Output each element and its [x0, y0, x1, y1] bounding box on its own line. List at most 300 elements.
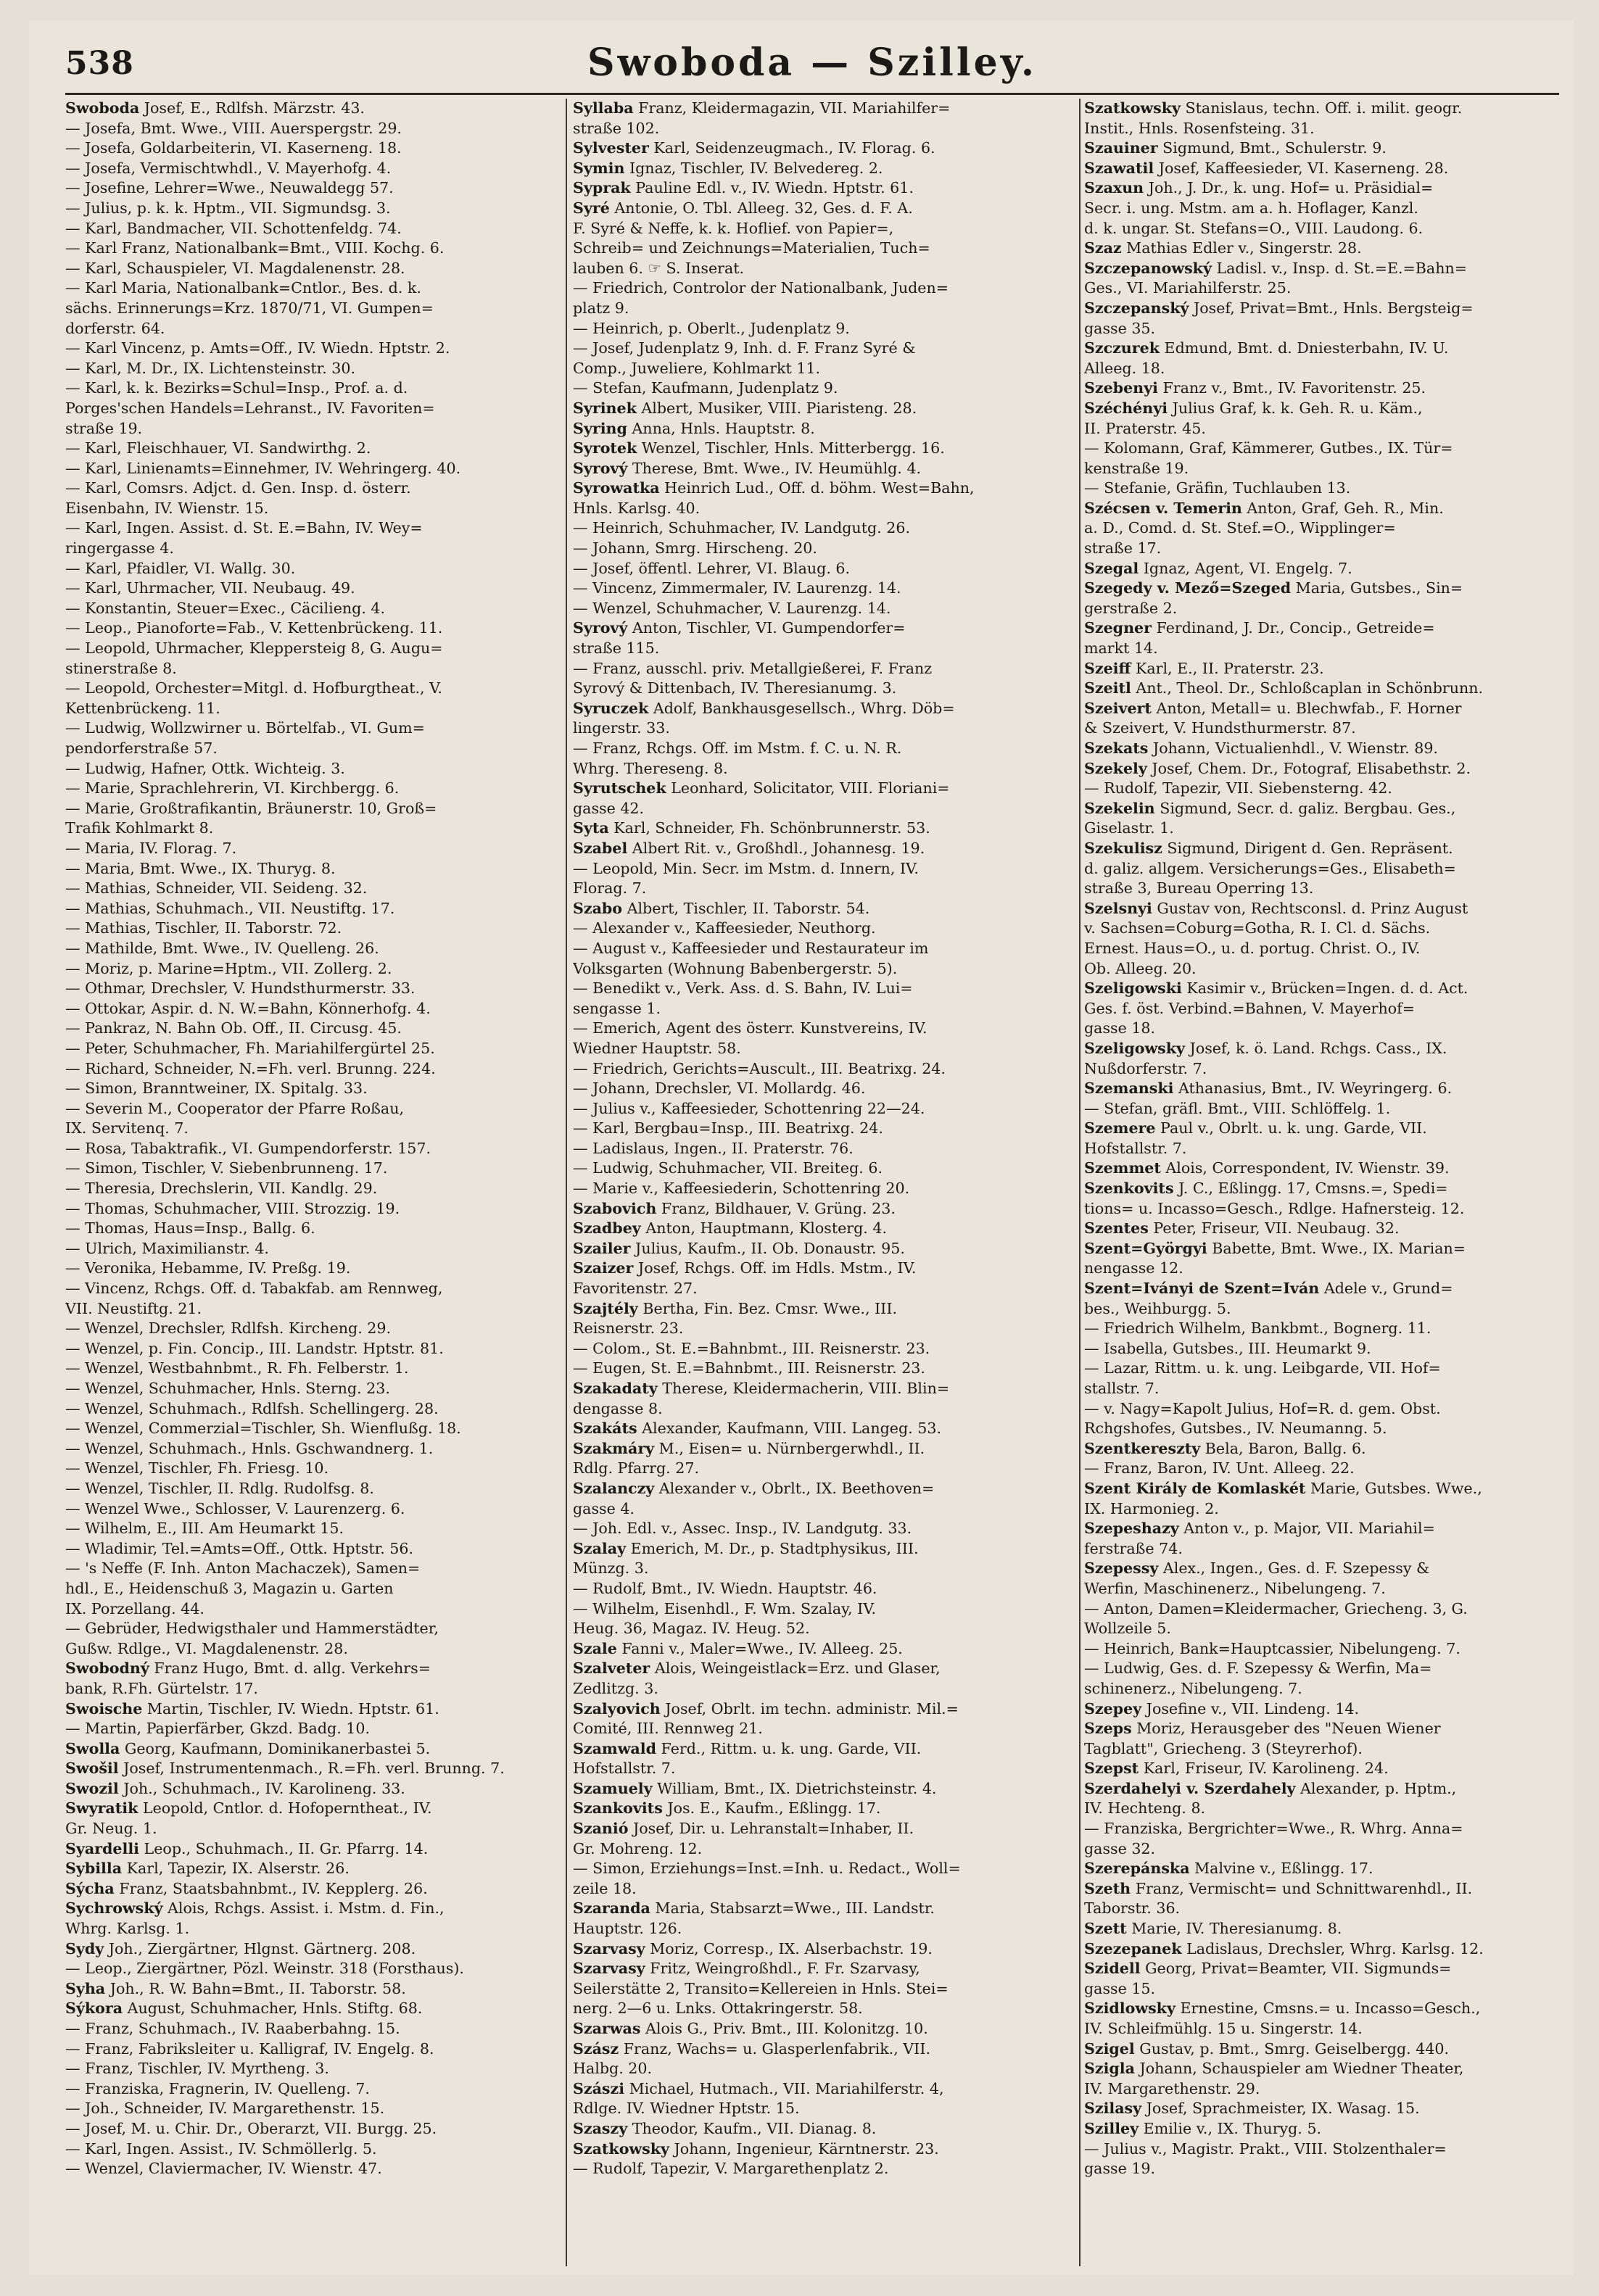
directory-entry-line: [573, 2019, 1073, 2039]
directory-entry-line: [1084, 1459, 1566, 1479]
directory-entry-line: [573, 659, 1073, 679]
directory-entry-line: [65, 99, 544, 119]
directory-entry-line: [573, 1159, 1073, 1179]
directory-entry-line: [573, 478, 1073, 499]
entry-details: Georg, Privat=Beamter, VII. Sigmunds=: [1140, 1960, 1452, 1978]
entry-details: — Benedikt v., Verk. Ass. d. S. Bahn, IV. Lui=: [573, 979, 913, 998]
entry-details: Babette, Bmt. Wwe., IX. Marian=: [1207, 1239, 1466, 1257]
directory-entry-line: [65, 1279, 544, 1299]
directory-entry-line: [1084, 1499, 1566, 1520]
entry-surname: Syruczek: [573, 699, 649, 717]
entry-details: Schreib= und Zeichnungs=Materialien, Tuch=: [573, 239, 930, 257]
entry-details: — Stefan, Kaufmann, Judenplatz 9.: [573, 379, 838, 397]
entry-details: bes., Weihburgg. 5.: [1084, 1299, 1231, 1317]
entry-details: — Ludwig, Wollzwirner u. Börtelfab., VI. Gum=: [65, 719, 425, 737]
directory-entry-line: [65, 1199, 544, 1219]
directory-entry-line: [65, 1159, 544, 1179]
directory-entry-line: [573, 1939, 1073, 1960]
entry-surname: Szepey: [1084, 1699, 1142, 1717]
entry-surname: Swošil: [65, 1760, 119, 1778]
entry-details: gasse 32.: [1084, 1839, 1156, 1857]
entry-surname: Szenkovits: [1084, 1180, 1174, 1198]
directory-entry-line: [573, 939, 1073, 959]
entry-details: — Leop., Pianoforte=Fab., V. Kettenbrückeng. 11.: [65, 619, 443, 637]
entry-details: — Julius v., Kaffeesieder, Schottenring 22—24.: [573, 1099, 925, 1117]
entry-surname: Szarwas: [573, 2020, 641, 2037]
entry-details: Alois, Correspondent, IV. Wienstr. 39.: [1160, 1159, 1450, 1177]
entry-details: Michael, Hutmach., VII. Mariahilferstr. 4,: [624, 2079, 944, 2097]
entry-details: Gustav von, Rechtsconsl. d. Prinz August: [1152, 899, 1468, 917]
entry-details: gasse 35.: [1084, 319, 1156, 337]
directory-entry-line: [573, 1579, 1073, 1599]
directory-entry-line: [1084, 378, 1566, 399]
entry-details: Ges., VI. Mariahilferstr. 25.: [1084, 279, 1292, 297]
entry-details: — Ulrich, Maximilianstr. 4.: [65, 1239, 269, 1257]
directory-entry-line: [573, 1999, 1073, 2019]
directory-entry-line: [65, 478, 544, 499]
entry-surname: Syrotek: [573, 439, 637, 457]
directory-entry-line: [1084, 1839, 1566, 1860]
entry-details: — Wenzel, Westbahnbmt., R. Fh. Felberstr. 1.: [65, 1359, 409, 1377]
entry-surname: Szemanski: [1084, 1079, 1174, 1098]
directory-entry-line: [1084, 739, 1566, 759]
directory-entry-line: [65, 359, 544, 379]
directory-entry-line: [65, 1519, 544, 1539]
directory-entry-line: [573, 219, 1073, 239]
entry-surname: Syprak: [573, 179, 631, 197]
directory-entry-line: [1084, 1139, 1566, 1159]
directory-entry-line: [1084, 1419, 1566, 1439]
entry-details: Seilerstätte 2, Transito=Kellereien in Hnls. Stei=: [573, 1979, 949, 1997]
entry-details: — Colom., St. E.=Bahnbmt., III. Reisnerstr. 23.: [573, 1339, 930, 1357]
entry-details: — Severin M., Cooperator der Pfarre Roßau,: [65, 1099, 405, 1117]
directory-entry-line: [573, 759, 1073, 779]
entry-details: Bela, Baron, Ballg. 6.: [1200, 1439, 1366, 1457]
directory-entry-line: [1084, 659, 1566, 679]
directory-entry-line: [573, 1339, 1073, 1359]
entry-surname: Szabo: [573, 899, 623, 917]
directory-entry-line: [65, 1639, 544, 1659]
entry-details: Sigmund, Secr. d. galiz. Bergbau. Ges.,: [1154, 799, 1456, 817]
entry-details: Moriz, Herausgeber des "Neuen Wiener: [1131, 1720, 1441, 1738]
entry-details: Edmund, Bmt. d. Dniesterbahn, IV. U.: [1160, 339, 1449, 357]
entry-details: — Wenzel, p. Fin. Concip., III. Landstr. Hptstr. 81.: [65, 1339, 444, 1357]
entry-details: Karl, Tapezir, IX. Alserstr. 26.: [122, 1860, 350, 1878]
entry-details: a. D., Comd. d. St. Stef.=O., Wipplinger=: [1084, 519, 1396, 537]
directory-entry-line: [573, 1959, 1073, 1979]
directory-entry-line: [65, 1019, 544, 1039]
entry-surname: Syré: [573, 199, 610, 217]
directory-entry-line: [573, 1779, 1073, 1799]
entry-details: — Franziska, Bergrichter=Wwe., R. Whrg. Anna=: [1084, 1820, 1463, 1838]
entry-surname: Szászi: [573, 2079, 625, 2097]
directory-entry-line: [573, 1219, 1073, 1239]
directory-entry-line: [573, 2159, 1073, 2179]
entry-details: Instit., Hnls. Rosenfsteing. 31.: [1084, 119, 1315, 137]
directory-entry-line: [65, 2079, 544, 2100]
directory-entry-line: [65, 1179, 544, 1199]
directory-entry-line: [573, 559, 1073, 579]
entry-surname: Szalay: [573, 1539, 627, 1557]
directory-entry-line: [1084, 1739, 1566, 1760]
entry-details: Josef, Dir. u. Lehranstalt=Inhaber, II.: [628, 1820, 914, 1838]
directory-entry-line: [65, 1919, 544, 1939]
directory-entry-line: [65, 699, 544, 719]
directory-entry-line: [1084, 779, 1566, 799]
directory-entry-line: [573, 1859, 1073, 1879]
entry-details: Leop., Schuhmach., II. Gr. Pfarrg. 14.: [139, 1839, 429, 1857]
entry-details: — Rudolf, Tapezir, VII. Siebensterng. 42.: [1084, 779, 1392, 797]
entry-surname: Szekulisz: [1084, 839, 1162, 857]
directory-entry-line: [1084, 359, 1566, 379]
directory-entry-line: [573, 919, 1073, 939]
entry-details: Rdlg. Pfarrg. 27.: [573, 1459, 700, 1478]
entry-details: Nußdorferstr. 7.: [1084, 1059, 1207, 1077]
entry-surname: Szeitl: [1084, 679, 1131, 697]
directory-entry-line: [1084, 1639, 1566, 1659]
directory-entry-line: [1084, 1959, 1566, 1979]
directory-entry-line: [1084, 1299, 1566, 1319]
entry-surname: Szegner: [1084, 619, 1152, 637]
entry-details: v. Sachsen=Coburg=Gotha, R. I. Cl. d. Sächs.: [1084, 919, 1431, 937]
entry-details: Therese, Bmt. Wwe., IV. Heumühlg. 4.: [627, 459, 922, 477]
entry-details: J. C., Eßlingg. 17, Cmsns.=, Spedi=: [1173, 1180, 1448, 1198]
entry-details: — Karl, Uhrmacher, VII. Neubaug. 49.: [65, 579, 355, 597]
entry-details: sächs. Erinnerungs=Krz. 1870/71, VI. Gumpen=: [65, 299, 434, 317]
directory-entry-line: [573, 1499, 1073, 1520]
directory-entry-line: [65, 1599, 544, 1620]
entry-details: — Johann, Smrg. Hirscheng. 20.: [573, 539, 817, 558]
entry-details: markt 14.: [1084, 639, 1158, 658]
directory-entry-line: [65, 919, 544, 939]
entry-surname: Swobodný: [65, 1659, 149, 1678]
entry-details: Adolf, Bankhausgesellsch., Whrg. Döb=: [648, 699, 955, 717]
directory-entry-line: [1084, 1439, 1566, 1459]
entry-details: — Mathias, Schuhmach., VII. Neustiftg. 17.: [65, 899, 395, 917]
directory-entry-line: [1084, 1039, 1566, 1059]
entry-details: — Wenzel, Schuhmacher, V. Laurenzg. 14.: [573, 599, 891, 617]
entry-surname: Szezepanek: [1084, 1939, 1182, 1957]
directory-entry-line: [65, 779, 544, 799]
directory-entry-line: [1084, 1339, 1566, 1359]
directory-entry-line: [1084, 399, 1566, 419]
column-divider: [566, 99, 567, 2266]
directory-entry-line: [1084, 539, 1566, 559]
entry-surname: Szale: [573, 1639, 617, 1657]
directory-entry-line: [573, 1139, 1073, 1159]
entry-details: nerg. 2—6 u. Lnks. Ottakringerstr. 58.: [573, 1999, 863, 2018]
entry-details: — Wenzel, Claviermacher, IV. Wienstr. 47.: [65, 2160, 382, 2178]
entry-surname: Szankovits: [573, 1799, 663, 1818]
directory-entry-line: [65, 1099, 544, 1119]
entry-surname: Szczurek: [1084, 339, 1160, 357]
entry-details: Ges. f. öst. Verbind.=Bahnen, V. Mayerhof=: [1084, 999, 1416, 1017]
entry-details: — Wenzel, Schuhmach., Hnls. Gschwandnerg. 1.: [65, 1439, 434, 1457]
directory-entry-line: [573, 1119, 1073, 1139]
entry-details: — Josef, Judenplatz 9, Inh. d. F. Franz Syré &: [573, 339, 916, 357]
entry-details: — Kolomann, Graf, Kämmerer, Gutbes., IX. Tür=: [1084, 439, 1453, 457]
entry-details: — Richard, Schneider, N.=Fh. verl. Brunng. 224.: [65, 1059, 436, 1077]
entry-details: pendorferstraße 57.: [65, 739, 218, 757]
entry-surname: Szawatil: [1084, 159, 1154, 177]
directory-entry-line: [65, 718, 544, 739]
entry-surname: Syha: [65, 1979, 106, 1997]
directory-entry-line: [65, 759, 544, 779]
entry-details: — Lazar, Rittm. u. k. ung. Leibgarde, VII. Hof=: [1084, 1359, 1441, 1377]
directory-entry-line: [1084, 859, 1566, 879]
directory-entry-line: [573, 359, 1073, 379]
directory-entry-line: [1084, 939, 1566, 959]
entry-surname: Szekelin: [1084, 799, 1155, 817]
directory-entry-line: [1084, 1359, 1566, 1379]
entry-surname: Syta: [573, 819, 609, 837]
entry-details: Anton, Tischler, VI. Gumpendorfer=: [627, 619, 906, 637]
entry-details: — Heinrich, p. Oberlt., Judenplatz 9.: [573, 319, 850, 337]
entry-details: Alois, Weingeistlack=Erz. und Glaser,: [650, 1659, 941, 1678]
directory-entry-line: [65, 159, 544, 179]
directory-entry-line: [65, 1579, 544, 1599]
directory-entry-line: [573, 1199, 1073, 1219]
directory-entry-line: [1084, 639, 1566, 659]
entry-details: Peter, Friseur, VII. Neubaug. 32.: [1148, 1219, 1400, 1238]
directory-entry-line: [65, 459, 544, 479]
entry-details: Karl, Friseur, IV. Karolineng. 24.: [1139, 1760, 1389, 1778]
entry-details: Anton, Metall= u. Blechwfab., F. Horner: [1151, 699, 1462, 717]
directory-entry-line: [1084, 899, 1566, 919]
entry-details: — Wenzel Wwe., Schlosser, V. Laurenzerg. 6.: [65, 1499, 405, 1517]
entry-details: Ignaz, Tischler, IV. Belvedereg. 2.: [624, 159, 883, 177]
entry-details: — Rudolf, Tapezir, V. Margarethenplatz 2.: [573, 2160, 889, 2178]
directory-entry-line: [65, 178, 544, 199]
directory-entry-line: [65, 1819, 544, 1839]
directory-entry-line: [573, 459, 1073, 479]
entry-surname: Symin: [573, 159, 625, 177]
entry-details: straße 3, Bureau Operring 13.: [1084, 879, 1314, 898]
entry-details: — Karl, Ingen. Assist., IV. Schmöllerlg. 5.: [65, 2139, 377, 2158]
entry-details: ringergasse 4.: [65, 539, 174, 558]
entry-details: Franz v., Bmt., IV. Favoritenstr. 25.: [1157, 379, 1426, 397]
directory-entry-line: [1084, 999, 1566, 1019]
entry-surname: Szeligowski: [1084, 979, 1182, 998]
entry-surname: Szekely: [1084, 759, 1147, 777]
entry-details: — Joh. Edl. v., Assec. Insp., IV. Landgutg. 33.: [573, 1520, 912, 1538]
entry-details: — Alexander v., Kaffeesieder, Neuthorg.: [573, 919, 876, 937]
directory-entry-line: [1084, 799, 1566, 819]
directory-entry-line: [1084, 1879, 1566, 1899]
entry-surname: Szaxun: [1084, 179, 1144, 197]
directory-entry-line: [65, 659, 544, 679]
entry-surname: Szigla: [1084, 2060, 1135, 2078]
entry-details: Rdlge. IV. Wiedner Hptstr. 15.: [573, 2100, 800, 2118]
entry-details: — Leopold, Orchester=Mitgl. d. Hofburgtheat., V.: [65, 679, 442, 697]
directory-entry-line: [1084, 2079, 1566, 2100]
entry-details: Alois G., Priv. Bmt., III. Kolonitzg. 10.: [640, 2020, 928, 2037]
entry-details: — Simon, Branntweiner, IX. Spitalg. 33.: [65, 1079, 368, 1098]
directory-entry-line: [1084, 99, 1566, 119]
directory-entry-line: [65, 278, 544, 299]
directory-entry-line: [1084, 1919, 1566, 1939]
entry-details: — Vincenz, Rchgs. Off. d. Tabakfab. am Rennweg,: [65, 1280, 443, 1298]
entry-surname: Szilasy: [1084, 2100, 1142, 2118]
directory-entry-line: [573, 1679, 1073, 1699]
directory-entry-line: [1084, 1659, 1566, 1679]
entry-details: II. Praterstr. 45.: [1084, 419, 1206, 437]
directory-entry-line: [1084, 138, 1566, 159]
directory-entry-line: [65, 1699, 544, 1720]
directory-entry-line: [65, 1739, 544, 1760]
entry-details: — Isabella, Gutsbes., III. Heumarkt 9.: [1084, 1339, 1371, 1357]
directory-entry-line: [573, 259, 1073, 279]
directory-entry-line: [573, 1299, 1073, 1319]
entry-surname: Syrový: [573, 459, 628, 477]
entry-surname: Szajtély: [573, 1299, 638, 1317]
entry-details: & Szeivert, V. Hundsthurmerstr. 87.: [1084, 719, 1356, 737]
entry-details: Theodor, Kaufm., VII. Dianag. 8.: [627, 2119, 877, 2137]
entry-details: — Ludwig, Ges. d. F. Szepessy & Werfin, Ma=: [1084, 1659, 1432, 1678]
header-rule: [65, 93, 1559, 95]
entry-surname: Szabovich: [573, 1199, 657, 1217]
entry-surname: Szakáts: [573, 1420, 637, 1438]
entry-details: schinenerz., Nibelungeng. 7.: [1084, 1679, 1302, 1697]
entry-details: — Ludwig, Schuhmacher, VII. Breiteg. 6.: [573, 1159, 883, 1177]
directory-entry-line: [1084, 1699, 1566, 1720]
directory-entry-line: [1084, 1259, 1566, 1279]
entry-details: Ladisl. v., Insp. d. St.=E.=Bahn=: [1211, 259, 1467, 277]
entry-details: August, Schuhmacher, Hnls. Stiftg. 68.: [123, 1999, 423, 2018]
directory-entry-line: [65, 1679, 544, 1699]
directory-entry-line: [1084, 2139, 1566, 2160]
directory-entry-line: [65, 419, 544, 439]
directory-entry-line: [65, 879, 544, 899]
entry-details: — Karl, Linienamts=Einnehmer, IV. Wehringerg. 40.: [65, 459, 461, 477]
entry-details: — Martin, Papierfärber, Gkzd. Badg. 10.: [65, 1720, 371, 1738]
entry-details: Ant., Theol. Dr., Schloßcaplan in Schönbrunn.: [1131, 679, 1484, 697]
entry-details: — Rudolf, Bmt., IV. Wiedn. Hauptstr. 46.: [573, 1579, 877, 1597]
directory-entry-line: [573, 499, 1073, 519]
directory-entry-line: [65, 1059, 544, 1079]
entry-details: Karl, Schneider, Fh. Schönbrunnerstr. 53.: [608, 819, 930, 837]
directory-entry-line: [1084, 1599, 1566, 1620]
directory-entry-line: [573, 299, 1073, 319]
entry-details: — Mathias, Schneider, VII. Seideng. 32.: [65, 879, 368, 898]
entry-surname: Szadbey: [573, 1219, 641, 1238]
directory-entry-line: [573, 1259, 1073, 1279]
directory-entry-line: [1084, 1779, 1566, 1799]
entry-details: Alexander, Kaufmann, VIII. Langeg. 53.: [637, 1420, 941, 1438]
directory-entry-line: [1084, 278, 1566, 299]
directory-entry-line: [1084, 1579, 1566, 1599]
entry-surname: Szeivert: [1084, 699, 1152, 717]
directory-entry-line: [1084, 259, 1566, 279]
directory-entry-line: [65, 999, 544, 1019]
entry-details: — v. Nagy=Kapolt Julius, Hof=R. d. gem. Obst.: [1084, 1399, 1441, 1417]
directory-entry-line: [65, 2139, 544, 2160]
entry-details: Marie, Gutsbes. Wwe.,: [1305, 1479, 1482, 1497]
directory-entry-line: [1084, 1199, 1566, 1219]
entry-surname: Swoboda: [65, 99, 140, 117]
entry-details: Whrg. Karlsg. 1.: [65, 1920, 190, 1938]
entry-details: Georg, Kaufmann, Dominikanerbastei 5.: [120, 1739, 431, 1757]
entry-details: Fritz, Weingroßhdl., F. Fr. Szarvasy,: [645, 1960, 920, 1978]
directory-entry-line: [573, 1819, 1073, 1839]
entry-details: Kettenbrückeng. 11.: [65, 699, 220, 717]
entry-details: Sigmund, Bmt., Schulerstr. 9.: [1157, 139, 1387, 157]
entry-details: — Franz, ausschl. priv. Metallgießerei, F. Franz: [573, 659, 933, 677]
columns-container: [65, 99, 1566, 2266]
entry-surname: Szabel: [573, 839, 628, 857]
entry-details: — Karl, M. Dr., IX. Lichtensteinstr. 30.: [65, 359, 356, 377]
directory-entry-line: [65, 2039, 544, 2060]
directory-entry-line: [1084, 2159, 1566, 2179]
directory-entry-line: [573, 1099, 1073, 1119]
directory-entry-line: [1084, 119, 1566, 139]
directory-entry-line: [1084, 159, 1566, 179]
entry-surname: Syring: [573, 419, 627, 437]
directory-entry-line: [65, 1879, 544, 1899]
entry-details: Hauptstr. 126.: [573, 1920, 682, 1938]
entry-details: — Gebrüder, Hedwigsthaler und Hammerstädter,: [65, 1620, 439, 1638]
entry-details: Ignaz, Agent, VI. Engelg. 7.: [1139, 559, 1352, 577]
entry-surname: Szarvasy: [573, 1939, 645, 1957]
entry-details: Johann, Schauspieler am Wiedner Theater,: [1134, 2060, 1464, 2078]
entry-details: — Friedrich, Gerichts=Auscult., III. Beatrixg. 24.: [573, 1059, 946, 1077]
entry-surname: Szegedy v. Mező=Szeged: [1084, 579, 1292, 597]
entry-surname: Szczepanský: [1084, 299, 1189, 317]
entry-surname: Szalanczy: [573, 1479, 655, 1497]
entry-details: — Wenzel, Commerzial=Tischler, Sh. Wienflußg. 18.: [65, 1420, 461, 1438]
entry-details: Anton v., p. Major, VII. Mariahil=: [1178, 1520, 1435, 1538]
directory-entry-line: [573, 839, 1073, 859]
entry-details: Bertha, Fin. Bez. Cmsr. Wwe., III.: [637, 1299, 897, 1317]
directory-entry-line: [573, 859, 1073, 879]
entry-surname: Szidell: [1084, 1960, 1141, 1978]
directory-entry-line: [1084, 1519, 1566, 1539]
entry-details: IX. Porzellang. 44.: [65, 1599, 204, 1617]
entry-details: Emerich, M. Dr., p. Stadtphysikus, III.: [626, 1539, 919, 1557]
directory-entry-line: [65, 559, 544, 579]
directory-entry-line: [65, 119, 544, 139]
entry-details: Ferd., Rittm. u. k. ung. Garde, VII.: [656, 1739, 922, 1757]
directory-entry-line: [1084, 1539, 1566, 1559]
entry-surname: Szemere: [1084, 1119, 1156, 1137]
entry-details: Secr. i. ung. Mstm. am a. h. Hoflager, Kanzl.: [1084, 199, 1418, 217]
entry-details: IV. Schleifmühlg. 15 u. Singerstr. 14.: [1084, 2020, 1363, 2037]
entry-details: Therese, Kleidermacherin, VIII. Blin=: [657, 1380, 950, 1397]
directory-entry-line: [573, 1319, 1073, 1339]
entry-surname: Szigel: [1084, 2039, 1135, 2057]
entry-surname: Sychrowský: [65, 1899, 163, 1918]
entry-details: — Pankraz, N. Bahn Ob. Off., II. Circusg. 45.: [65, 1019, 402, 1037]
directory-entry-line: [65, 1939, 544, 1960]
entry-details: Malvine v., Eßlingg. 17.: [1189, 1860, 1373, 1878]
entry-surname: Szatkowsky: [1084, 99, 1181, 117]
directory-entry-line: [1084, 499, 1566, 519]
entry-details: Favoritenstr. 27.: [573, 1280, 698, 1298]
entry-details: Adele v., Grund=: [1319, 1280, 1453, 1298]
directory-entry-line: [573, 1239, 1073, 1259]
entry-details: Josef, Privat=Bmt., Hnls. Bergsteig=: [1189, 299, 1474, 317]
entry-details: — Marie, Großtrafikantin, Bräunerstr. 10, Groß=: [65, 799, 437, 817]
directory-entry-line: [65, 1439, 544, 1459]
entry-surname: Szett: [1084, 1920, 1127, 1938]
entry-details: — Moriz, p. Marine=Hptm., VII. Zollerg. 2.: [65, 959, 392, 977]
directory-entry-line: [573, 1459, 1073, 1479]
directory-entry-line: [1084, 759, 1566, 779]
entry-details: — Wilhelm, E., III. Am Heumarkt 15.: [65, 1520, 344, 1538]
entry-details: Ob. Alleeg. 20.: [1084, 959, 1197, 977]
entry-surname: Sybilla: [65, 1860, 123, 1878]
directory-entry-line: [1084, 1099, 1566, 1119]
